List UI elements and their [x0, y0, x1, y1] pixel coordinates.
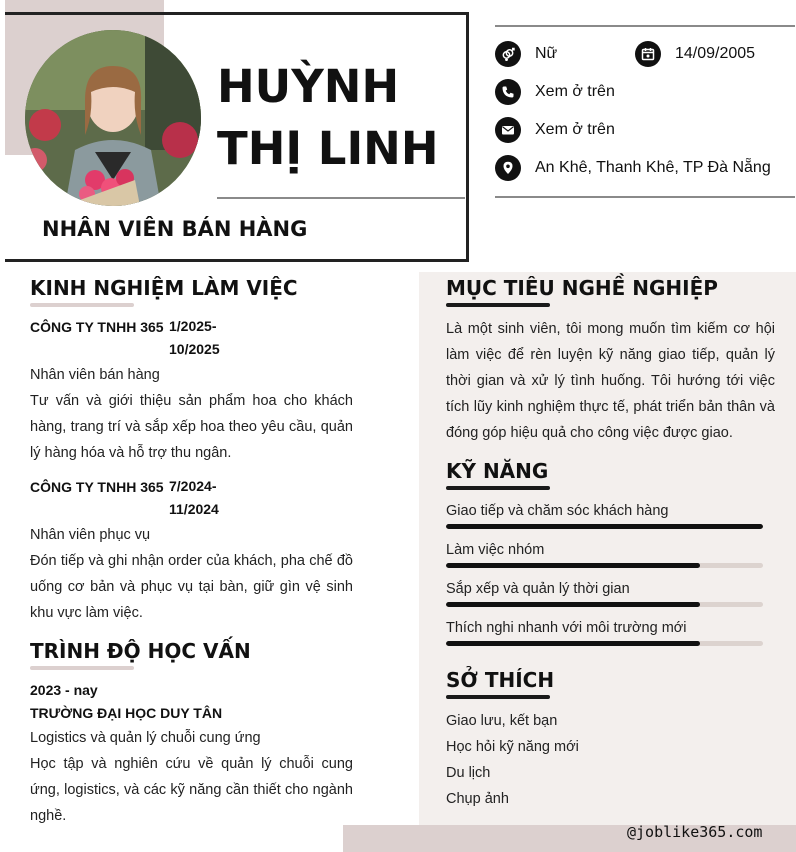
contact-divider-top [495, 25, 795, 27]
skills-heading: KỸ NĂNG [446, 459, 549, 483]
education-description: Học tập và nghiên cứu về quản lý chuỗi cung ứng, logistics, và các kỹ năng cần thiết cho ngành nghề. [30, 756, 353, 824]
exp2-role: Nhân viên phục vụ [30, 527, 151, 543]
exp2-date [169, 475, 219, 521]
phone-value[interactable]: Xem ở trên [535, 83, 615, 100]
profile-photo-image [25, 30, 201, 206]
name-line-2: THỊ LINH [217, 122, 439, 175]
exp1-company: CÔNG TY TNHH 365 [30, 319, 164, 335]
skill-1-fill [446, 524, 763, 529]
contact-address [495, 155, 771, 181]
hobby-item: Giao lưu, kết bạn [446, 713, 558, 729]
education-major: Logistics và quản lý chuỗi cung ứng [30, 730, 261, 746]
hobby-item: Chụp ảnh [446, 791, 509, 807]
mail-icon [495, 117, 521, 143]
exp1-role: Nhân viên bán hàng [30, 367, 160, 383]
contact-email [495, 117, 615, 143]
exp2-description: Đón tiếp và ghi nhận order của khách, pha chế đồ uống cơ bản và phục vụ tại bàn, giữ gìn vệ sinh khu vực làm việc. [30, 553, 353, 621]
hobby-item: Du lịch [446, 765, 491, 781]
hobby-item: Học hỏi kỹ năng mới [446, 739, 579, 755]
experience-heading-underline [30, 303, 134, 307]
objective-text: Là một sinh viên, tôi mong muốn tìm kiếm cơ hội làm việc để rèn luyện kỹ năng giao tiếp, quản lý thời gian và xử lý tình huống. Tôi hướng tới việc tích lũy kinh nghiệm thực tế, phát triển bản thân và đóng góp hiệu quả cho công việc được giao. [446, 321, 775, 441]
exp1-date-start: 1/2025- [169, 318, 217, 334]
exp1-description: Tư vấn và giới thiệu sản phẩm hoa cho khách hàng, trang trí và sắp xếp hoa theo yêu cầu, quản lý hàng hóa và hỗ trợ thu ngân. [30, 393, 353, 461]
footer-watermark: @joblike365.com [627, 823, 763, 841]
exp1-date-end: 10/2025 [169, 341, 220, 357]
name-line-1: HUỲNH [217, 60, 400, 113]
address-value: An Khê, Thanh Khê, TP Đà Nẵng [535, 159, 771, 176]
education-period: 2023 - nay [30, 682, 98, 698]
education-heading-underline [30, 666, 134, 670]
skill-2-bar [446, 563, 763, 568]
skill-2-label: Làm việc nhóm [446, 542, 545, 558]
skill-3-label: Sắp xếp và quản lý thời gian [446, 581, 630, 597]
education-school: TRƯỜNG ĐẠI HỌC DUY TÂN [30, 705, 223, 721]
gender-icon [495, 41, 521, 67]
skills-heading-underline [446, 486, 550, 490]
gender-value: Nữ [535, 45, 558, 62]
exp2-company: CÔNG TY TNHH 365 [30, 479, 164, 495]
birthdate-value: 14/09/2005 [675, 45, 756, 62]
exp1-date [169, 315, 220, 361]
hobbies-heading: SỞ THÍCH [446, 668, 555, 692]
objective-heading-underline [446, 303, 550, 307]
skill-4-fill [446, 641, 700, 646]
skill-3-bar [446, 602, 763, 607]
hobbies-heading-underline [446, 695, 550, 699]
education-heading: TRÌNH ĐỘ HỌC VẤN [30, 639, 251, 663]
job-title: NHÂN VIÊN BÁN HÀNG [42, 217, 308, 241]
skill-2-fill [446, 563, 700, 568]
location-icon [495, 155, 521, 181]
skill-4-bar [446, 641, 763, 646]
skill-1-label: Giao tiếp và chăm sóc khách hàng [446, 503, 669, 519]
contact-gender [495, 41, 557, 67]
phone-icon [495, 79, 521, 105]
contact-divider-bottom [495, 196, 795, 198]
exp2-date-end: 11/2024 [169, 501, 219, 517]
exp2-date-start: 7/2024- [169, 478, 217, 494]
name-divider [217, 197, 465, 199]
email-value[interactable]: Xem ở trên [535, 121, 615, 138]
experience-heading: KINH NGHIỆM LÀM VIỆC [30, 276, 298, 300]
skill-1-bar [446, 524, 763, 529]
skill-4-label: Thích nghi nhanh với môi trường mới [446, 620, 687, 636]
contact-phone [495, 79, 615, 105]
profile-photo [25, 30, 201, 206]
skill-3-fill [446, 602, 700, 607]
candidate-name [217, 56, 462, 180]
objective-heading: MỤC TIÊU NGHỀ NGHIỆP [446, 276, 718, 300]
calendar-icon [635, 41, 661, 67]
contact-birthdate [635, 41, 755, 67]
